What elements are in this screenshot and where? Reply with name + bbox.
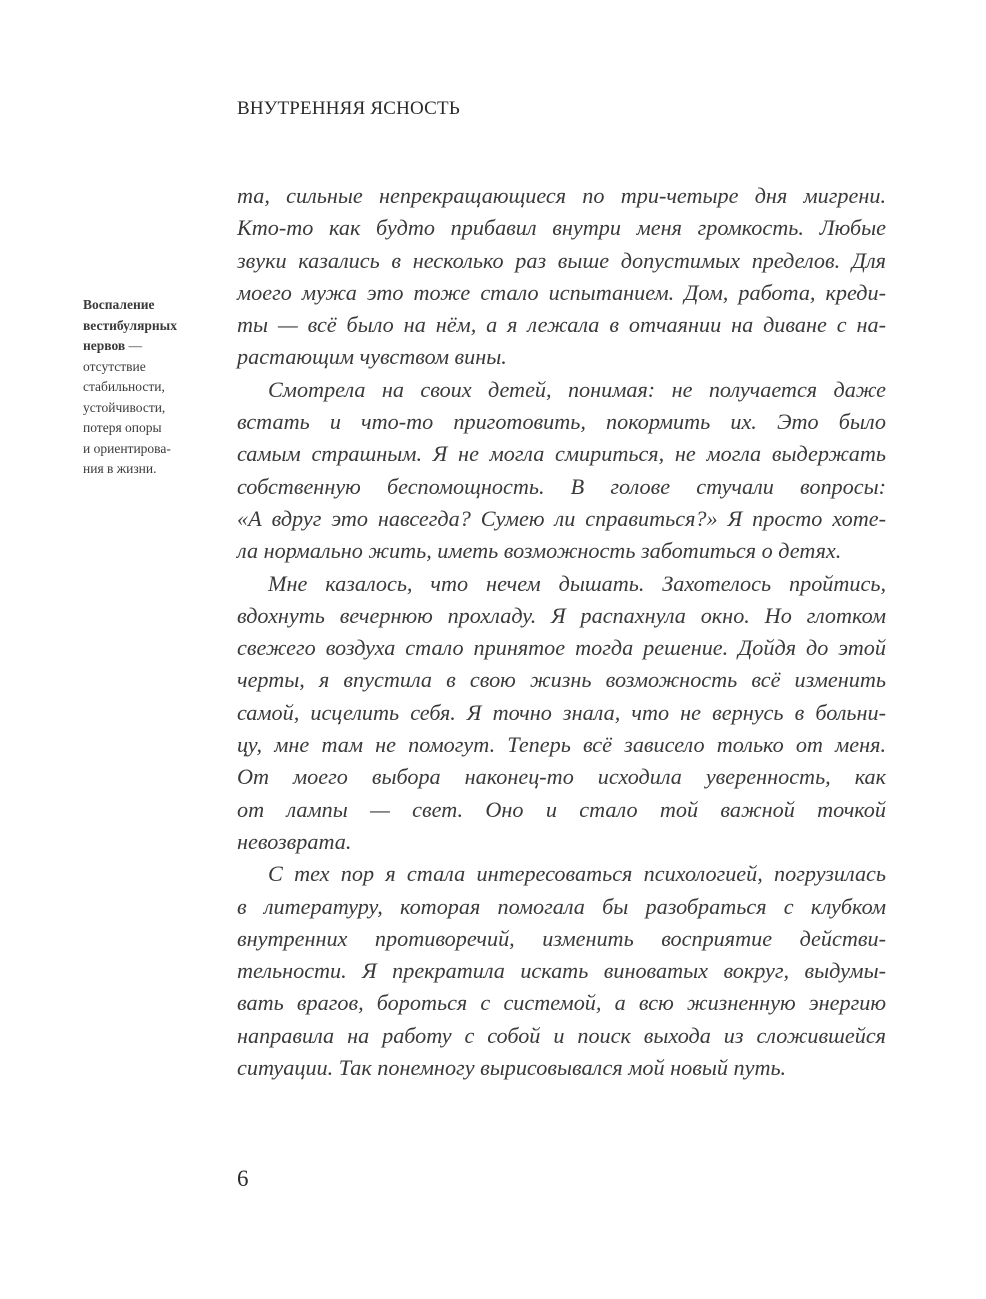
text-line: Кто-то как будто прибавил внутри меня громкость. Любые — [237, 215, 886, 241]
paragraph — [237, 180, 886, 374]
text-line: самой, исцелить себя. Я точно знала, что не вернусь в больни- — [237, 699, 886, 725]
text-line: звуки казались в несколько раз выше допустимых пределов. Для — [237, 247, 886, 273]
text-line: С тех пор я стала интересоваться психологией, погрузилась — [268, 861, 886, 887]
text-line: свежего воздуха стало принятое тогда решение. Дойдя до этой — [237, 635, 886, 661]
text-line: моего мужа это тоже стало испытанием. Дом, работа, креди- — [237, 279, 886, 305]
text-line: вдохнуть вечернюю прохладу. Я распахнула окно. Но глотком — [237, 602, 886, 628]
margin-note-line: потеря опоры — [83, 420, 162, 435]
text-line: в литературу, которая помогала бы разобраться с клубком — [237, 893, 886, 919]
text-line: внутренних противоречий, изменить восприятие действи- — [237, 925, 886, 951]
page-number: 6 — [237, 1166, 249, 1191]
text-line: собственную беспомощность. В голове стучали вопросы: — [237, 473, 886, 499]
margin-note-line: и ориентирова- — [83, 440, 171, 456]
margin-note-line: устойчивости, — [83, 399, 166, 415]
paragraph — [237, 568, 886, 859]
paragraph — [237, 374, 886, 568]
margin-note-line: нервов — — [83, 338, 143, 353]
text-line: от лампы — свет. Оно и стало той важной точкой — [237, 796, 886, 822]
main-text — [237, 180, 886, 1084]
text-line: черты, я впустила в свою жизнь возможность всё изменить — [237, 667, 886, 693]
text-line: невозврата. — [237, 828, 352, 854]
text-line: «А вдруг это навсегда? Сумею ли справиться?» Я просто хоте- — [237, 505, 886, 531]
text-line: тельности. Я прекратила искать виноватых вокруг, выдумы- — [237, 958, 886, 984]
margin-note-line: отсутствие — [83, 358, 146, 374]
text-line: цу, мне там не помогут. Теперь всё зависело только от меня. — [237, 732, 886, 758]
margin-note-line: Воспаление — [83, 297, 155, 312]
margin-note — [83, 295, 195, 480]
text-line: растающим чувством вины. — [237, 344, 507, 370]
text-line: Смотрела на своих детей, понимая: не получается даже — [268, 376, 886, 402]
text-line: ты — всё было на нём, а я лежала в отчаянии на диване с на- — [237, 312, 886, 338]
text-line: ла нормально жить, иметь возможность заботиться о детях. — [237, 538, 842, 564]
paragraph — [237, 858, 886, 1084]
text-line: Мне казалось, что нечем дышать. Захотелось пройтись, — [268, 570, 886, 596]
text-line: та, сильные непрекращающиеся по три-четыре дня мигрени. — [237, 183, 886, 208]
margin-note-line: ния в жизни. — [83, 461, 157, 476]
text-line: ситуации. Так понемногу вырисовывался мой новый путь. — [237, 1055, 787, 1081]
margin-note-line: вестибулярных — [83, 317, 177, 333]
text-line: встать и что-то приготовить, покормить их. Это было — [237, 409, 886, 435]
text-line: От моего выбора наконец-то исходила уверенность, как — [237, 764, 886, 790]
text-line: самым страшным. Я не могла смириться, не могла выдержать — [237, 441, 886, 467]
text-line: направила на работу с собой и поиск выхода из сложившейся — [237, 1022, 886, 1048]
text-line: вать врагов, бороться с системой, а всю жизненную энергию — [237, 990, 886, 1016]
running-title: ВНУТРЕННЯЯ ЯСНОСТЬ — [237, 98, 460, 119]
margin-note-line: стабильности, — [83, 379, 165, 394]
